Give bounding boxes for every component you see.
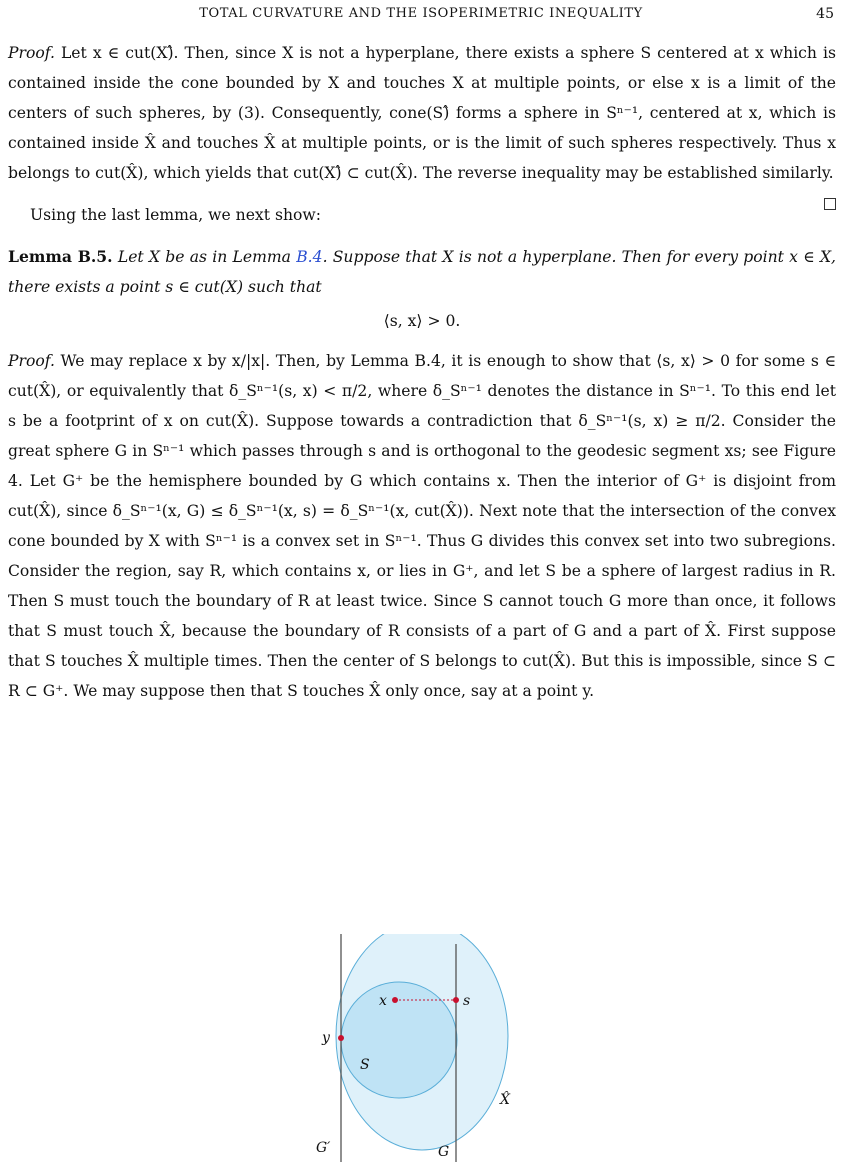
page-number: 45 — [816, 6, 834, 22]
lemma-text-a: Let X be as in Lemma — [117, 248, 291, 266]
inner-sphere-s — [341, 982, 457, 1098]
lemma-statement — [8, 242, 836, 302]
label-sphere-s: S — [360, 1057, 370, 1073]
proof-paragraph-2 — [8, 346, 836, 706]
figure-svg — [300, 934, 530, 1162]
label-xhat: X̂ — [500, 1092, 510, 1108]
label-x: x — [379, 993, 387, 1009]
lemma-text-b: . Suppose that X is not a hyperplane. Then for every point x ∈ X, there exists a point s ∈ cut(X) such that — [8, 248, 837, 296]
proof-label-2: Proof. — [8, 352, 55, 370]
page-header — [0, 4, 842, 24]
running-title: TOTAL CURVATURE AND THE ISOPERIMETRIC INEQUALITY — [199, 6, 643, 21]
proof-2-text: We may replace x by x/|x|. Then, by Lemma B.4, it is enough to show that ⟨s, x⟩ > 0 for some s ∈ cut(X̂), or equivalently that δ_Sⁿ⁻¹(s, x) < π/2, where δ_Sⁿ⁻¹ denotes the distance in Sⁿ⁻¹. To this end let s be a footprint of x on cut(X̂). Suppose towards a contradiction that δ_Sⁿ⁻¹(s, x) ≥ π/2. Consider the great sphere G in Sⁿ⁻¹ which passes through s and is orthogonal to the geodesic segment xs; see Figure 4. Let G⁺ be the hemisphere bounded by G which contains x. Then the interior of G⁺ is disjoint from cut(X̂), since δ_Sⁿ⁻¹(x, G) ≤ δ_Sⁿ⁻¹(x, s) = δ_Sⁿ⁻¹(x, cut(X̂)). Next note that the intersection of the convex cone bounded by X with Sⁿ⁻¹ is a convex set in Sⁿ⁻¹. Thus G divides this convex set into two subregions. Consider the region, say R, which contains x, or lies in G⁺, and let S be a sphere of largest radius in R. Then S must touch the boundary of R at least twice. Since S cannot touch G more than once, it follows that S must touch X̂, because the boundary of R consists of a part of G and a part of X̂. First suppose that S touches X̂ multiple times. Then the center of S belongs to cut(X̂). But this is impossible, since S ⊂ R ⊂ G⁺. We may suppose then that S touches X̂ only once, say at a point y. — [8, 352, 836, 700]
figure-4 — [300, 934, 530, 1162]
label-s: s — [463, 993, 471, 1009]
page-body — [8, 38, 836, 706]
proof-paragraph-1 — [8, 38, 836, 188]
qed-square-icon — [824, 198, 836, 210]
label-g-prime: G′ — [316, 1140, 331, 1156]
proof-1-text: Let x ∈ cut(X)̂. Then, since X is not a hyperplane, there exists a sphere S centered at x which is contained inside the cone bounded by X and touches X at multiple points, or else x is a limit of the centers of such spheres, by (3). Consequently, cone(S)̂ forms a sphere in Sⁿ⁻¹, centered at x, which is contained inside X̂ and touches X̂ at multiple points, or is the limit of such spheres respectively. Thus x belongs to cut(X̂), which yields that cut(X)̂ ⊂ cut(X̂). The reverse inequality may be established similarly. — [8, 44, 836, 182]
label-y: y — [322, 1030, 330, 1046]
point-s — [453, 997, 459, 1003]
proof-label: Proof. — [8, 44, 55, 62]
lemma-equation: ⟨s, x⟩ > 0. — [383, 312, 461, 330]
point-y — [338, 1035, 344, 1041]
point-x — [392, 997, 398, 1003]
lemma-label: Lemma B.5. — [8, 247, 113, 266]
transition-sentence: Using the last lemma, we next show: — [30, 206, 321, 224]
label-g: G — [438, 1144, 450, 1160]
lemma-reference-link[interactable]: B.4 — [296, 248, 323, 266]
